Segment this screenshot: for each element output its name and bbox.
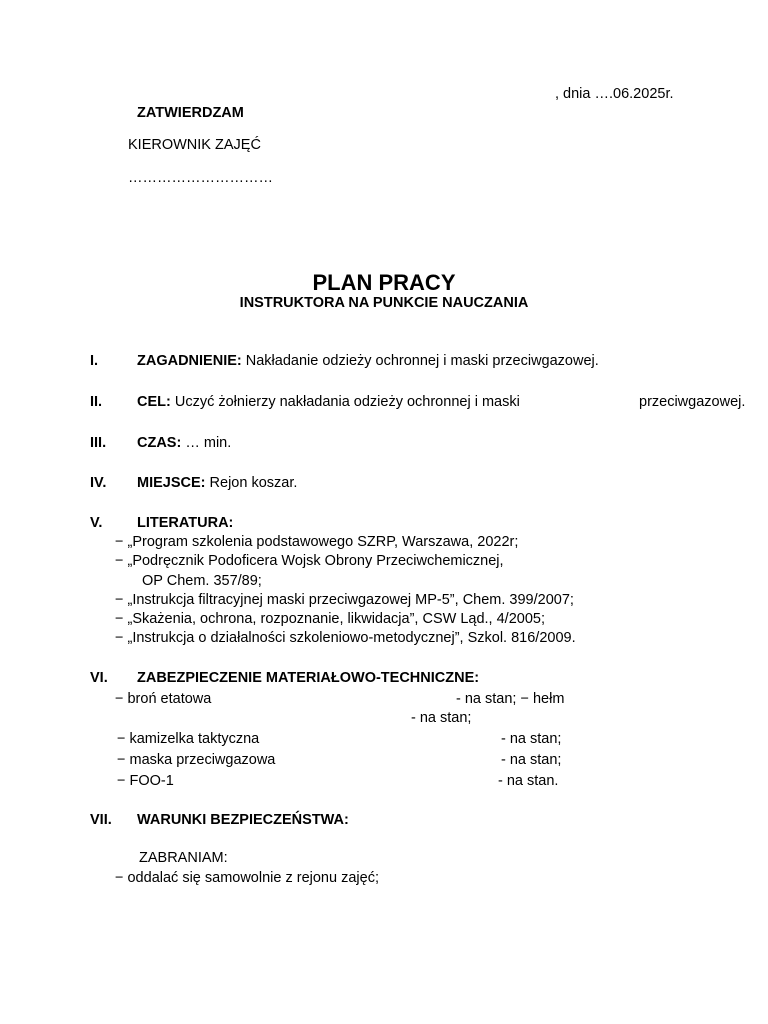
section-label: ZAGADNIENIE:: [137, 353, 242, 369]
section-topic: [137, 353, 599, 370]
section-number-4: IV.: [90, 475, 107, 491]
signature-line: …………………………: [128, 170, 273, 186]
literature-item: − „Program szkolenia podstawowego SZRP, Warszawa, 2022r;: [115, 534, 519, 550]
section-number-6: VI.: [90, 670, 108, 686]
section-time: [137, 435, 231, 452]
page-subtitle: INSTRUKTORA NA PUNKCIE NAUCZANIA: [239, 295, 529, 311]
equipment-status: - na stan;: [501, 752, 562, 768]
section-label: LITERATURA:: [137, 515, 234, 531]
section-number-3: III.: [90, 435, 107, 451]
equipment-name: − kamizelka taktyczna: [117, 731, 260, 747]
literature-item-continuation: OP Chem. 357/89;: [142, 573, 262, 589]
equipment-status: - na stan; − hełm: [456, 691, 565, 707]
section-place: [137, 475, 297, 492]
section-goal-end: przeciwgazowej.: [639, 394, 746, 410]
section-number-7: VII.: [90, 812, 112, 828]
page-title: PLAN PRACY: [312, 270, 456, 295]
section-number-5: V.: [90, 515, 103, 531]
section-label: WARUNKI BEZPIECZEŃSTWA:: [137, 812, 349, 828]
approval-heading: ZATWIERDZAM: [137, 105, 244, 121]
equipment-name: − FOO-1: [117, 773, 174, 789]
section-text: Nakładanie odzieży ochronnej i maski przeciwgazowej.: [241, 353, 599, 369]
equipment-name: − maska przeciwgazowa: [117, 752, 276, 768]
section-text: … min.: [181, 435, 232, 451]
section-goal: [137, 394, 520, 411]
equipment-status: - na stan.: [498, 773, 559, 789]
literature-item: − „Podręcznik Podoficera Wojsk Obrony Przeciwchemicznej,: [115, 553, 504, 569]
section-label: CZAS:: [137, 435, 182, 451]
safety-rule: − oddalać się samowolnie z rejonu zajęć;: [115, 870, 379, 886]
literature-item: − „Instrukcja filtracyjnej maski przeciwgazowej MP-5”, Chem. 399/2007;: [115, 592, 574, 608]
equipment-status: - na stan;: [411, 710, 472, 726]
section-label: ZABEZPIECZENIE MATERIAŁOWO-TECHNICZNE:: [137, 670, 480, 686]
section-text: Rejon koszar.: [205, 475, 298, 491]
literature-item: − „Skażenia, ochrona, rozpoznanie, likwidacja”, CSW Ląd., 4/2005;: [115, 611, 545, 627]
section-label: CEL:: [137, 394, 171, 410]
equipment-name: − broń etatowa: [115, 691, 212, 707]
approver-position: KIEROWNIK ZAJĘĆ: [128, 137, 261, 153]
section-number-1: I.: [90, 353, 99, 369]
equipment-status: - na stan;: [501, 731, 562, 747]
forbid-heading: ZABRANIAM:: [139, 850, 228, 866]
section-label: MIEJSCE:: [137, 475, 206, 491]
literature-item: − „Instrukcja o działalności szkoleniowo-metodycznej”, Szkol. 816/2009.: [115, 630, 576, 646]
section-text: Uczyć żołnierzy nakładania odzieży ochronnej i maski: [170, 394, 520, 410]
section-number-2: II.: [90, 394, 103, 410]
document-date: , dnia ….06.2025r.: [555, 86, 674, 102]
